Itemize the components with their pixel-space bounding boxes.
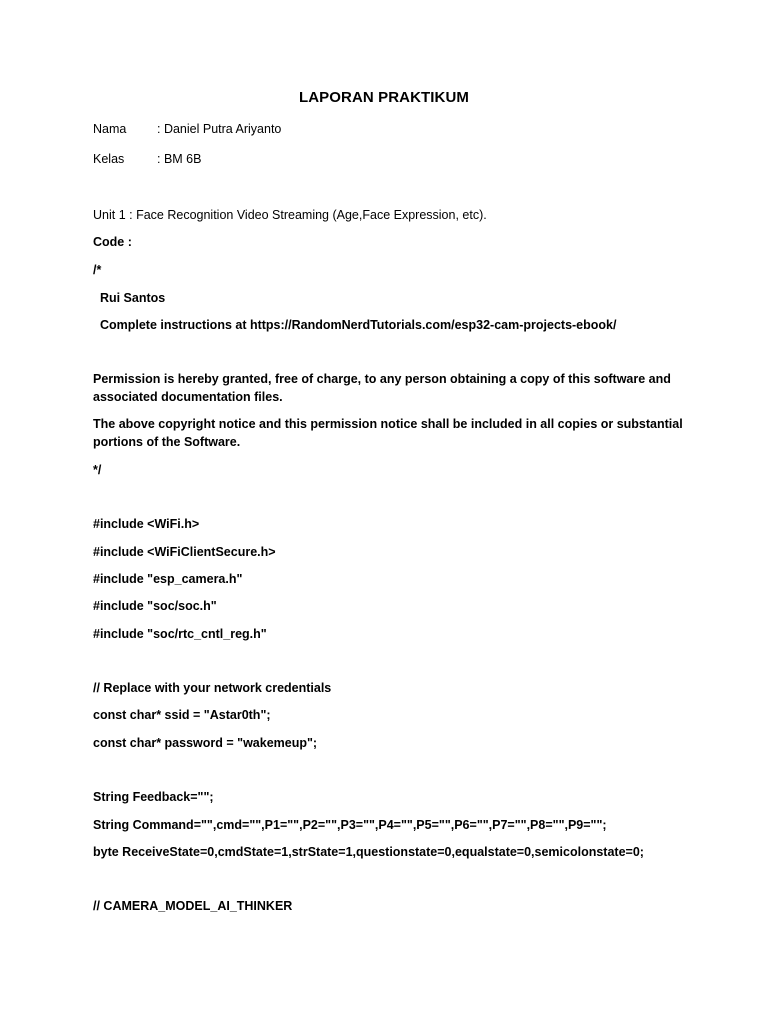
code-permission: Permission is hereby granted, free of charge, to any person obtaining a copy of this software and associated documentation files. (93, 372, 671, 404)
class-row (93, 150, 201, 168)
code-include-soc: #include "soc/soc.h" (93, 599, 217, 613)
unit-heading: Unit 1 : Face Recognition Video Streaming (Age,Face Expression, etc). (93, 208, 487, 222)
code-include-wifi-secure: #include <WiFiClientSecure.h> (93, 545, 276, 559)
code-feedback: String Feedback=""; (93, 790, 214, 804)
code-label: Code : (93, 235, 132, 249)
code-notice: The above copyright notice and this permission notice shall be included in all copies or substantial portions of the Software. (93, 417, 683, 449)
code-author: Rui Santos (93, 291, 166, 305)
code-include-rtc: #include "soc/rtc_cntl_reg.h" (93, 627, 267, 641)
code-password: const char* password = "wakemeup"; (93, 736, 318, 750)
name-row (93, 120, 281, 138)
code-comment-close: */ (93, 463, 102, 477)
code-credentials-comment: // Replace with your network credentials (93, 681, 332, 695)
name-label: Nama (93, 122, 127, 136)
code-camera-model: // CAMERA_MODEL_AI_THINKER (93, 899, 293, 913)
code-instructions: Complete instructions at https://RandomNerdTutorials.com/esp32-cam-projects-ebook/ (93, 318, 617, 332)
code-byte-state: byte ReceiveState=0,cmdState=1,strState=1,questionstate=0,equalstate=0,semicolonstate=0; (93, 845, 644, 859)
code-command: String Command="",cmd="",P1="",P2="",P3="",P4="",P5="",P6="",P7="",P8="",P9=""; (93, 818, 607, 832)
name-value: : Daniel Putra Ariyanto (157, 122, 282, 136)
class-label: Kelas (93, 152, 125, 166)
code-ssid: const char* ssid = "Astar0th"; (93, 708, 271, 722)
code-include-camera: #include "esp_camera.h" (93, 572, 243, 586)
document-title: LAPORAN PRAKTIKUM (298, 89, 470, 106)
class-value: : BM 6B (157, 152, 202, 166)
code-include-wifi: #include <WiFi.h> (93, 517, 200, 531)
code-comment-open: /* (93, 263, 102, 277)
